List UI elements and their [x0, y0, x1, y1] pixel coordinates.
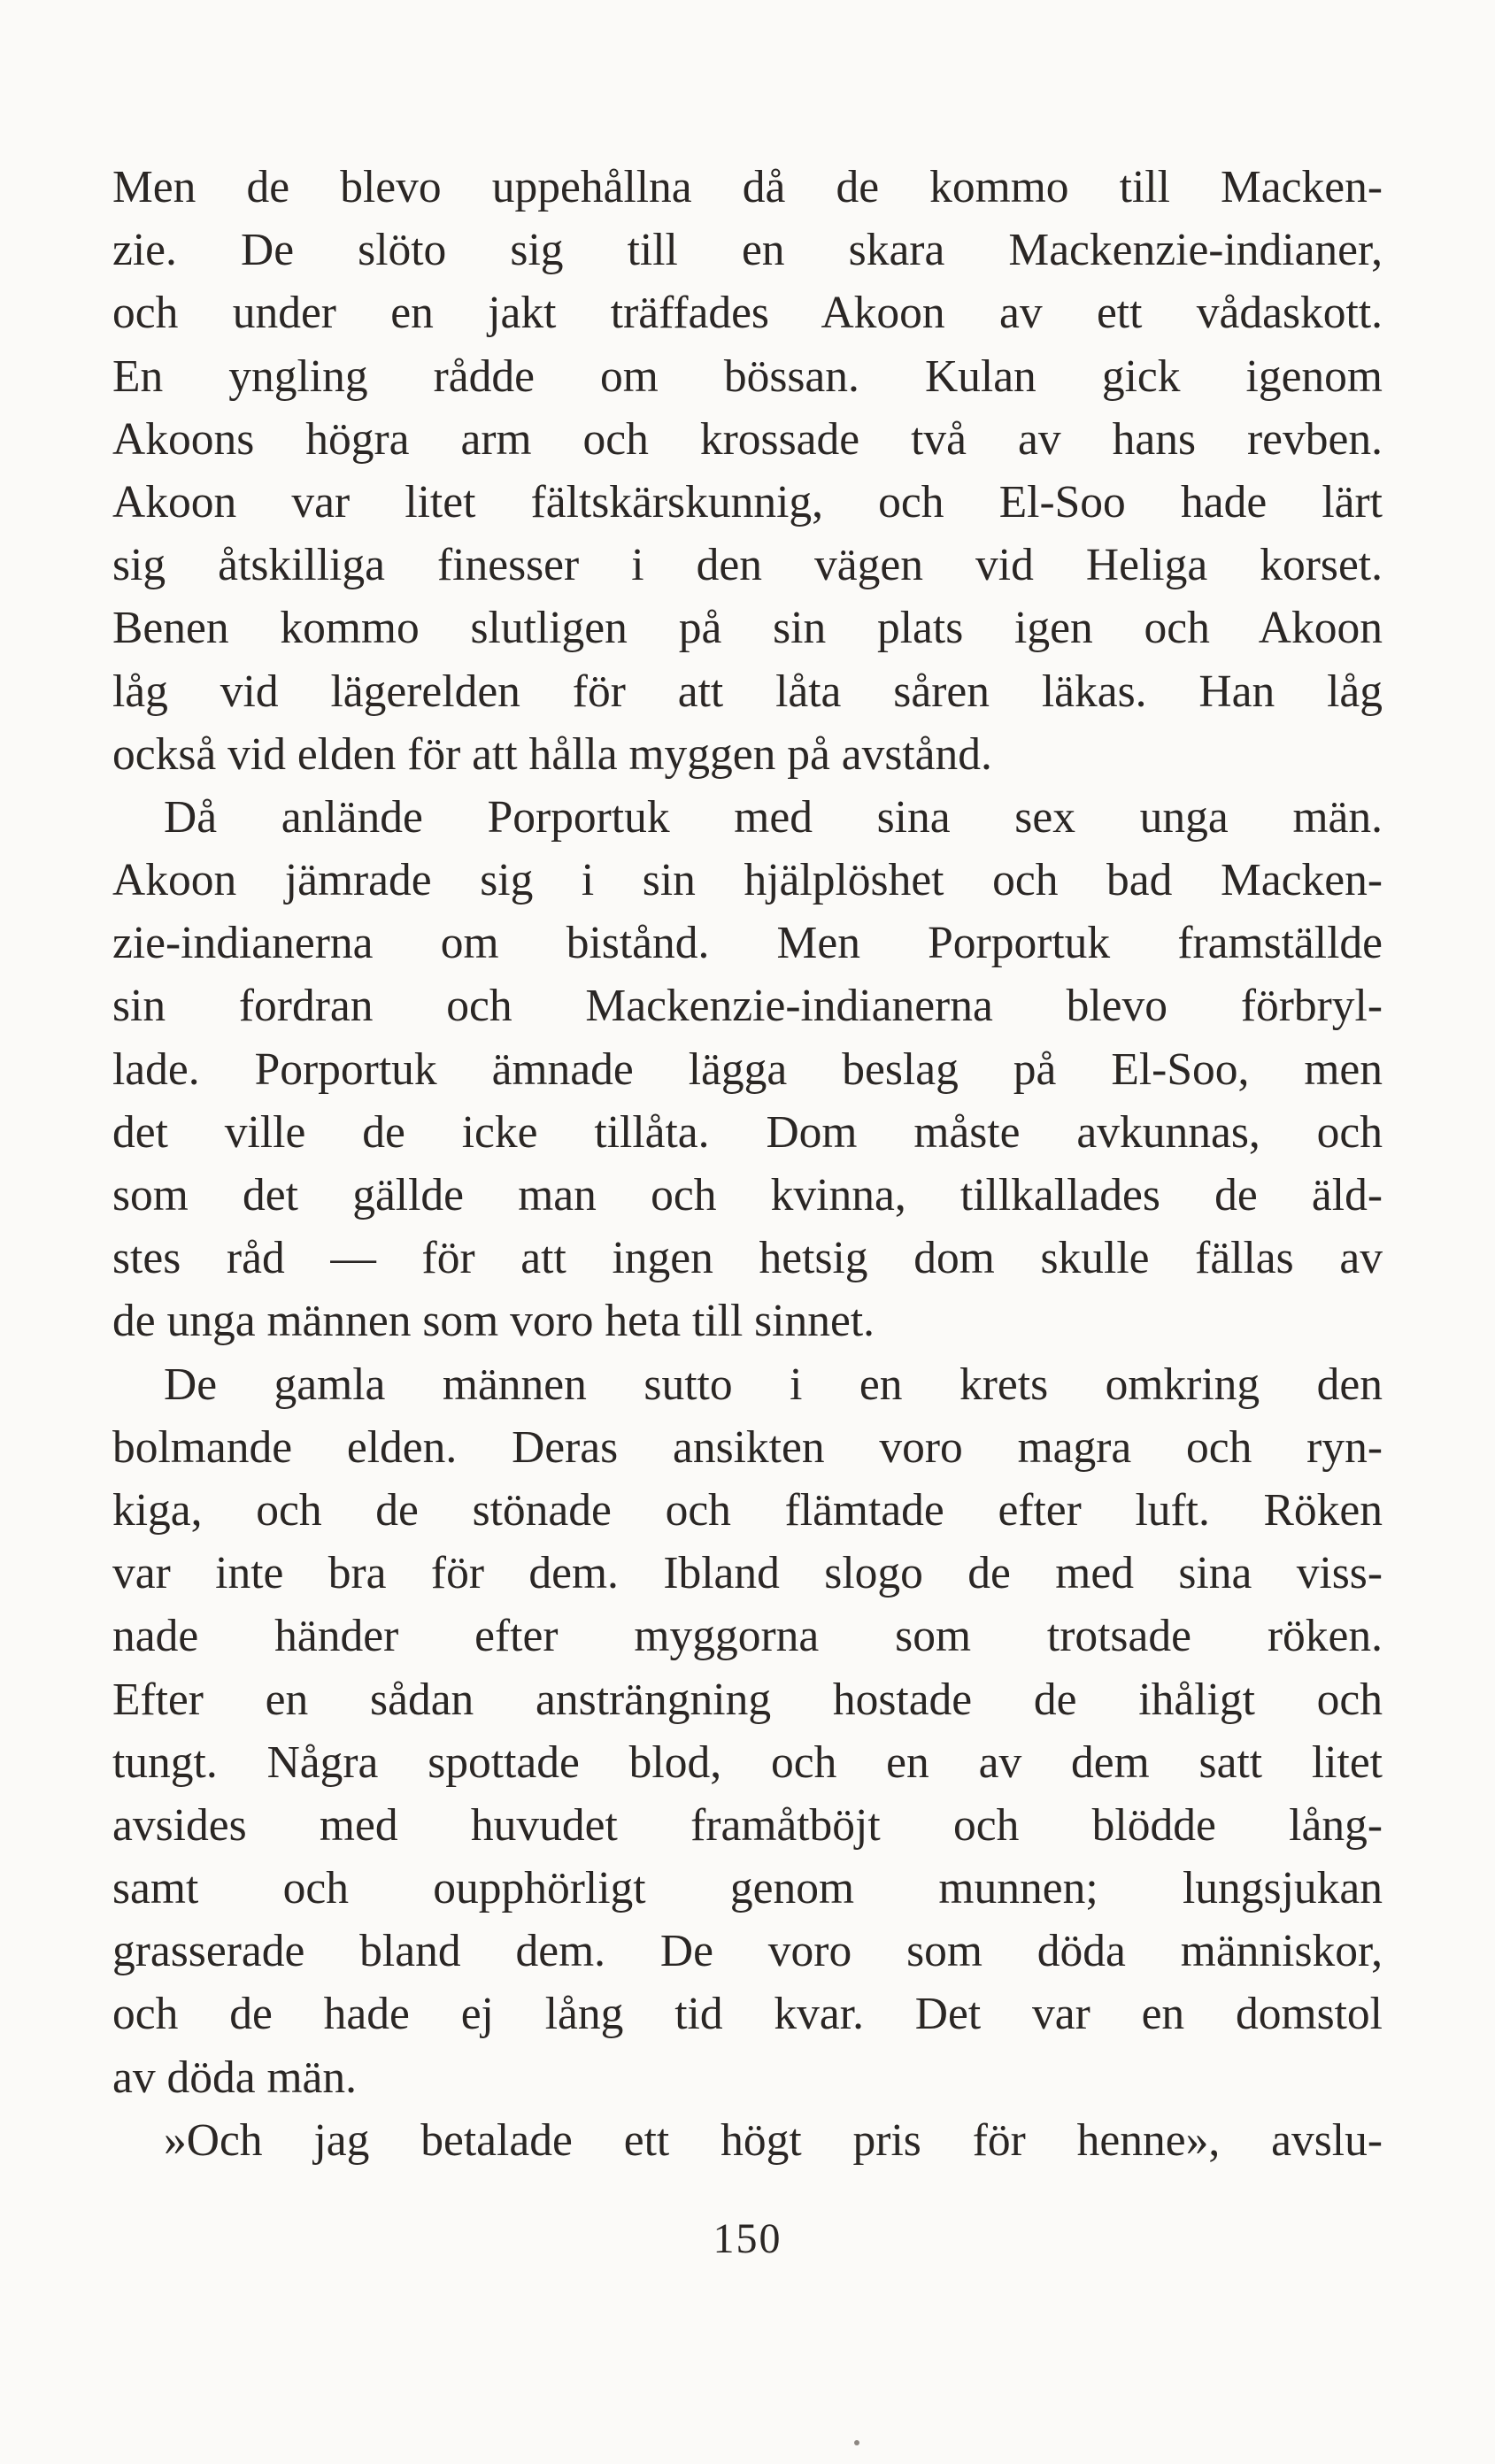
text-line: sig åtskilliga finesser i den vägen vid Heliga korset.: [112, 540, 1383, 591]
text-line: zie-indianerna om bistånd. Men Porportuk framställde: [112, 918, 1383, 969]
text-line: De gamla männen sutto i en krets omkring den: [164, 1359, 1383, 1410]
text-line: bolmande elden. Deras ansikten voro magra och ryn-: [112, 1421, 1383, 1473]
text-line: stes råd — för att ingen hetsig dom skulle fällas av: [112, 1233, 1383, 1284]
text-line: och de hade ej lång tid kvar. Det var en domstol: [112, 1989, 1383, 2040]
text-line: av döda män.: [112, 2052, 358, 2103]
text-line: Benen kommo slutligen på sin plats igen och Akoon: [112, 603, 1383, 654]
text-line: zie. De slöto sig till en skara Mackenzie-indianer,: [112, 225, 1383, 276]
text-line: Efter en sådan ansträngning hostade de ihåligt och: [112, 1674, 1383, 1725]
text-line: låg vid lägerelden för att låta såren läkas. Han låg: [112, 666, 1383, 717]
text-line: Akoons högra arm och krossade två av hans revben.: [112, 413, 1383, 465]
text-line: det ville de icke tillåta. Dom måste avkunnas, och: [112, 1106, 1383, 1158]
text-line: Men de blevo uppehållna då de kommo till Macken-: [112, 162, 1383, 212]
body-text: [112, 156, 1383, 2172]
text-line: och under en jakt träffades Akoon av ett vådaskott.: [112, 288, 1383, 339]
text-line: samt och oupphörligt genom munnen; lungsjukan: [112, 1863, 1383, 1914]
text-line: lade. Porportuk ämnade lägga beslag på El-Soo, men: [112, 1043, 1383, 1095]
text-line: nade händer efter myggorna som trotsade röken.: [112, 1611, 1383, 1662]
text-line: grasserade bland dem. De voro som döda människor,: [112, 1926, 1383, 1977]
text-line: också vid elden för att hålla myggen på avstånd.: [112, 728, 992, 780]
text-line: »Och jag betalade ett högt pris för henne», avslu-: [164, 2114, 1383, 2166]
text-line: sin fordran och Mackenzie-indianerna blevo förbryl-: [112, 981, 1383, 1032]
text-line: Akoon var litet fältskärskunnig, och El-Soo hade lärt: [112, 476, 1383, 527]
text-line: som det gällde man och kvinna, tillkallades de äld-: [112, 1170, 1383, 1220]
text-line: tungt. Några spottade blod, och en av dem satt litet: [112, 1736, 1383, 1788]
text-line: Akoon jämrade sig i sin hjälplöshet och bad Macken-: [112, 855, 1383, 906]
page-number: 150: [713, 2215, 782, 2262]
paper-speck: [854, 2440, 859, 2445]
text-line: var inte bra för dem. Ibland slogo de med sina viss-: [112, 1548, 1383, 1599]
text-line: de unga männen som voro heta till sinnet.: [112, 1296, 875, 1347]
text-line: Då anlände Porportuk med sina sex unga män.: [164, 791, 1383, 843]
text-line: kiga, och de stönade och flämtade efter luft. Röken: [112, 1484, 1383, 1536]
text-line: avsides med huvudet framåtböjt och blödde lång-: [112, 1799, 1383, 1851]
text-line: En yngling rådde om bössan. Kulan gick igenom: [112, 350, 1383, 402]
